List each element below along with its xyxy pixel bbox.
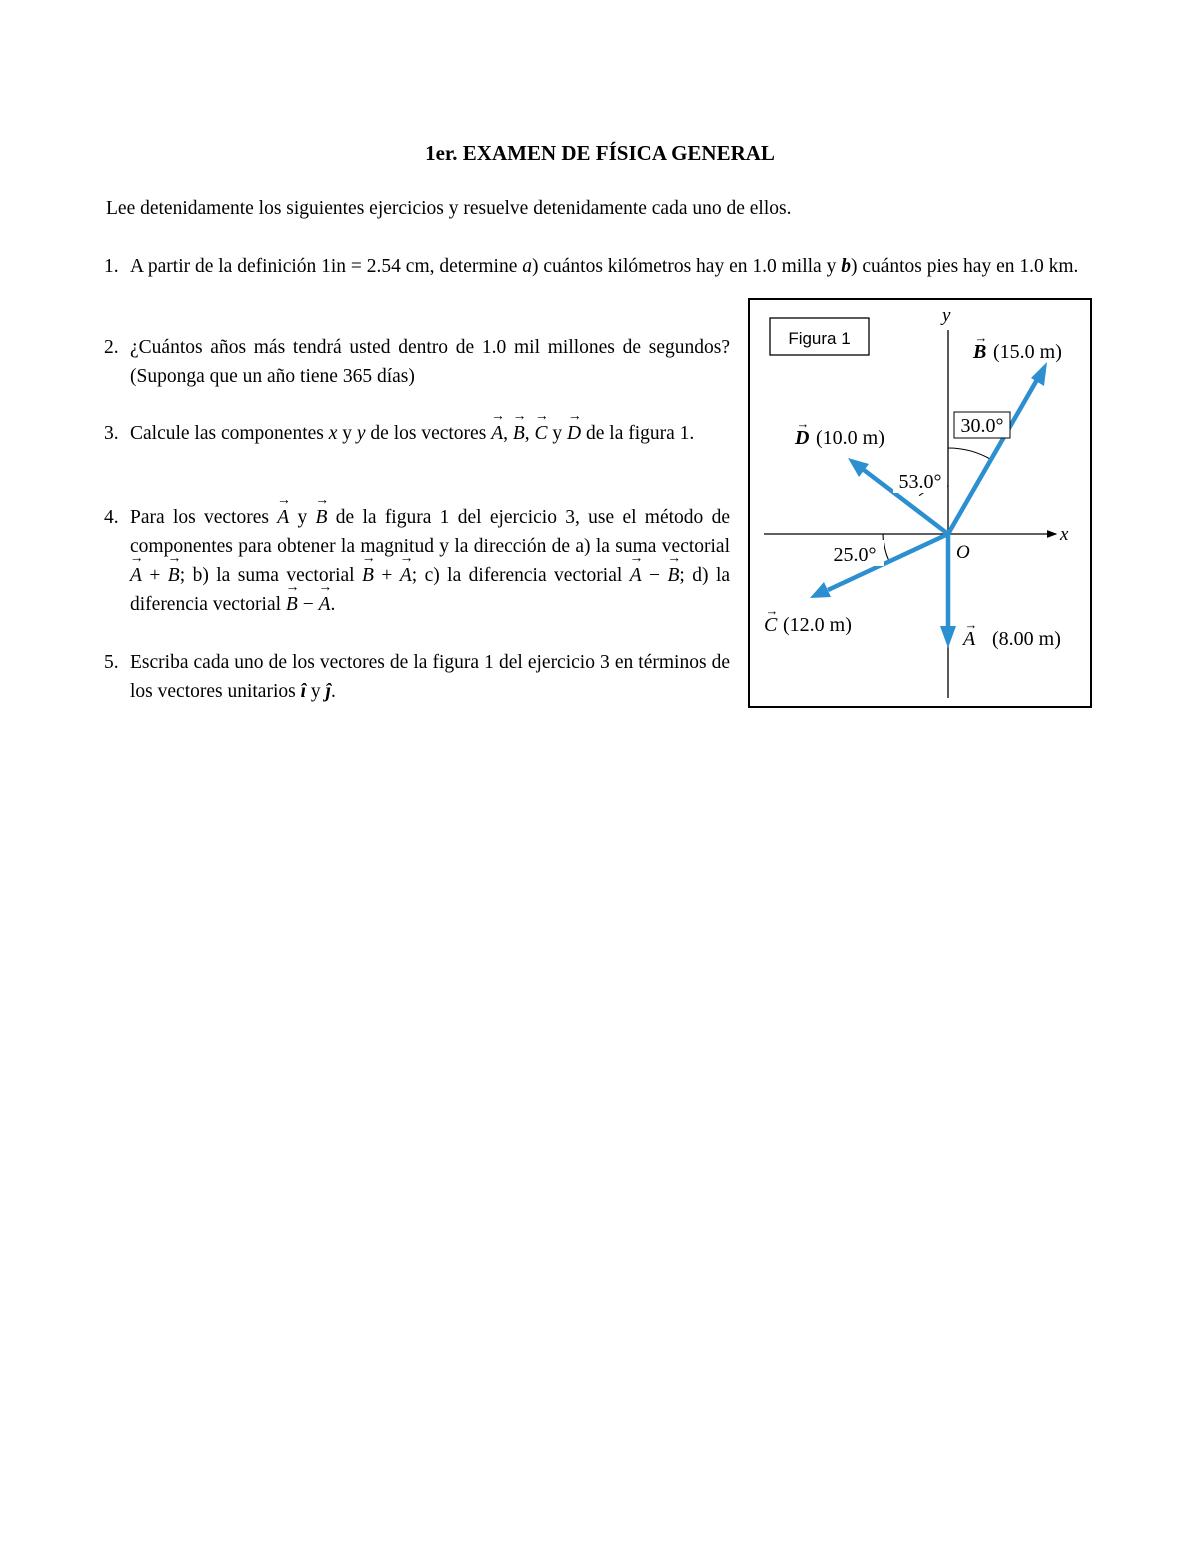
- question-1: [104, 252, 1096, 281]
- vector-c-symbol: → C: [535, 419, 548, 448]
- question-text: ; d) la diferencia vectorial: [130, 565, 731, 615]
- vector-arrow-icon: →: [964, 617, 978, 632]
- var-y: y: [356, 423, 366, 444]
- vector-diagram: [750, 300, 1090, 706]
- figure-caption: Figura 1: [788, 329, 851, 348]
- part-label-b: b: [841, 256, 851, 277]
- intro-instructions: Lee detenidamente los siguientes ejercicios y resuelve detenidamente cada uno de ellos.: [106, 198, 792, 219]
- angle-arc-b: [948, 448, 991, 460]
- question-4: [104, 503, 730, 619]
- question-text: A partir de la definición 1in = 2.54 cm, determine: [130, 256, 523, 277]
- vector-label-d: [794, 416, 885, 449]
- question-number: 4.: [104, 507, 119, 528]
- vector-b-symbol: → B: [168, 561, 180, 590]
- vector-a-symbol: → A: [400, 561, 412, 590]
- angle-label-b: 30.0°: [960, 415, 1004, 437]
- vector-arrow-icon: →: [765, 603, 779, 618]
- vector-name-d: D: [795, 427, 810, 449]
- vector-a: [940, 534, 956, 648]
- vector-figure: [748, 298, 1092, 708]
- operator-plus: +: [141, 565, 168, 586]
- x-axis-label: x: [1060, 524, 1069, 545]
- vector-b: [948, 362, 1047, 534]
- vector-a-symbol: → A: [630, 561, 642, 590]
- question-body: [130, 419, 730, 448]
- vector-label-c: [764, 603, 852, 636]
- unit-vector-i: î: [300, 681, 307, 702]
- question-text: .: [330, 594, 336, 615]
- part-label-a: a: [522, 256, 532, 277]
- question-text: ; c) la diferencia vectorial: [411, 565, 630, 586]
- operator-minus: −: [641, 565, 668, 586]
- question-body: [130, 252, 1096, 281]
- question-text: de la figura 1.: [581, 423, 695, 444]
- vector-name-b: B: [973, 341, 987, 363]
- question-text: Escriba cada uno de los vectores de la figura 1 del ejercicio 3 en términos de los vectores unitarios: [130, 652, 730, 702]
- question-text: y: [337, 423, 357, 444]
- vector-a-symbol: → A: [130, 561, 142, 590]
- question-text: ; b) la suma vectorial: [179, 565, 363, 586]
- question-text: ,: [524, 423, 535, 444]
- question-2: [104, 333, 730, 391]
- vector-name-a: A: [963, 628, 976, 650]
- question-text: Para los vectores: [130, 507, 278, 528]
- exam-title: 1er. EXAMEN DE FÍSICA GENERAL: [425, 141, 775, 165]
- vector-b-symbol: → B: [668, 561, 680, 590]
- vector-label-b: [972, 330, 1062, 363]
- question-body: ¿Cuántos años más tendrá usted dentro de 1.0 mil millones de segundos? (Suponga que un año tiene 365 días): [130, 337, 730, 387]
- question-text: .: [330, 681, 336, 702]
- question-text: y: [289, 507, 316, 528]
- vector-magnitude-b: (15.0 m): [993, 341, 1062, 363]
- operator-plus: +: [373, 565, 400, 586]
- question-body: [130, 503, 730, 619]
- vector-b-symbol: → B: [513, 419, 525, 448]
- angle-label-c: 25.0°: [833, 544, 877, 566]
- vector-b-symbol: → B: [362, 561, 374, 590]
- question-text: ) cuántos pies hay en 1.0 km.: [850, 256, 1079, 277]
- vector-arrow-icon: →: [796, 416, 810, 431]
- question-text: ) cuántos kilómetros hay en 1.0 milla y: [531, 256, 842, 277]
- question-number: 3.: [104, 423, 119, 444]
- var-x: x: [328, 423, 338, 444]
- vector-a-symbol: → A: [277, 503, 289, 532]
- operator-minus: −: [297, 594, 319, 615]
- question-text: ,: [503, 423, 513, 444]
- question-number: 2.: [104, 337, 119, 358]
- vector-magnitude-c: (12.0 m): [783, 614, 852, 636]
- vector-name-c: C: [764, 614, 778, 636]
- y-axis-label: y: [942, 305, 951, 326]
- vector-b-symbol: → B: [316, 503, 328, 532]
- vector-magnitude-d: (10.0 m): [816, 427, 885, 449]
- vector-magnitude-a: (8.00 m): [992, 628, 1061, 650]
- unit-vector-j: ĵ: [325, 681, 331, 702]
- question-text: de la figura 1 del ejercicio 3, use el método de componentes para obtener la magnitud y la dirección de a) la suma vectorial: [130, 507, 731, 557]
- question-3: [104, 419, 730, 448]
- question-5: [104, 648, 730, 706]
- question-text: y: [306, 681, 326, 702]
- origin-label: O: [956, 542, 970, 563]
- question-text: de los vectores: [365, 423, 492, 444]
- question-number: 1.: [104, 256, 119, 277]
- angle-label-d: 53.0°: [898, 471, 942, 493]
- vector-b-symbol: → B: [286, 590, 298, 619]
- vector-arrow-icon: →: [974, 330, 988, 345]
- vector-a-symbol: → A: [319, 590, 331, 619]
- vector-d-symbol: → D: [567, 419, 581, 448]
- question-body: [130, 648, 730, 706]
- question-text: y: [547, 423, 568, 444]
- vector-label-a: [961, 617, 1061, 650]
- question-number: 5.: [104, 652, 119, 673]
- question-text: Calcule las componentes: [130, 423, 329, 444]
- vector-a-symbol: → A: [491, 419, 503, 448]
